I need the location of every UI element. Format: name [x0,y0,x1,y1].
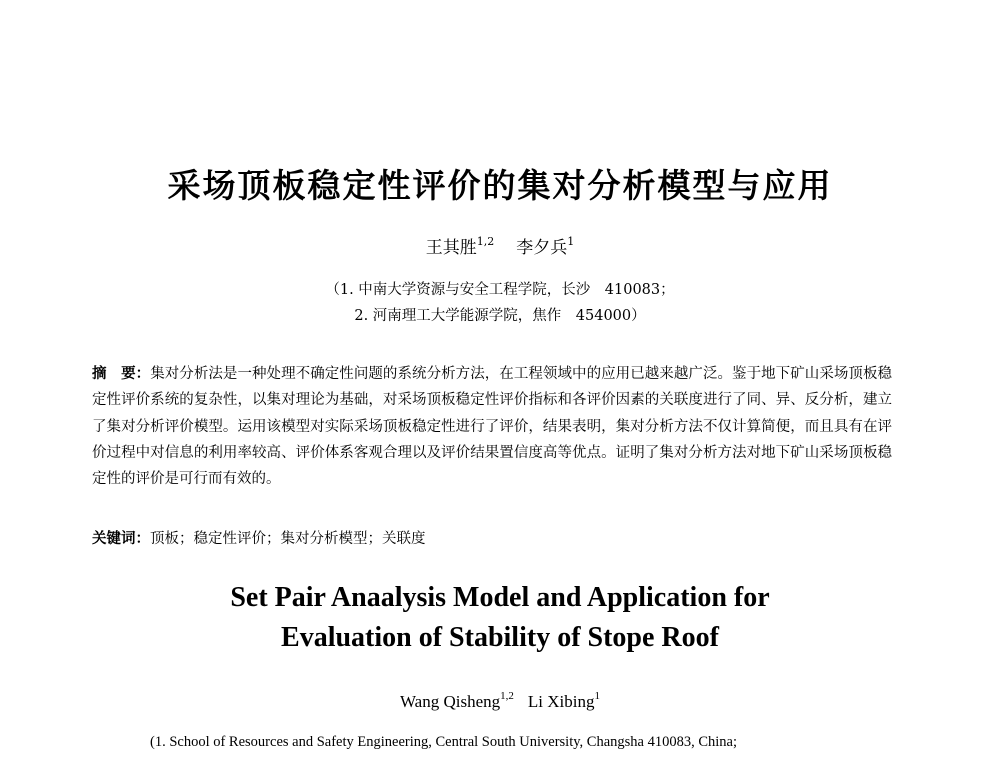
paper-title-en-line-1: Set Pair Anaalysis Model and Application for [230,582,770,613]
abstract-text: 集对分析法是一种处理不确定性问题的系统分析方法，在工程领域中的应用已越来越广泛。鉴于地下矿山采场顶板稳定性评价系统的复杂性，以集对理论为基础，对采场顶板稳定性评价指标和各评价因素的关联度进行了同、异、反分析，建立了集对分析评价模型。运用该模型对实际采场顶板稳定性进行了评价，结果表明，集对分析方法不仅计算简便，而且具有在评价过程中对信息的利用率较高、评价体系客观合理以及评价结果置信度高等优点。证明了集对分析方法对地下矿山采场顶板稳定性的评价是可行而有效的。 [92,366,892,488]
author-cn-1: 王其胜$^{1,2}$ [425,235,495,258]
keywords-text: 顶板；稳定性评价；集对分析模型；关联度 [150,531,426,547]
author-en-1: Wang Qisheng$^{1,2}$ [400,690,514,711]
keywords-label: 关键词： [92,530,150,547]
keywords-cn [92,527,892,548]
affiliation-cn-1: （1. 中南大学资源与安全工程学院，长沙 410083； [325,282,675,298]
abstract-cn [92,361,892,492]
paper-title-en-line-2: Evaluation of Stability of Stope Roof [281,622,719,653]
authors-en [0,692,1000,712]
abstract-label: 摘 要： [92,365,151,382]
affiliation-cn-2: 2. 河南理工大学能源学院，焦作 454000） [354,308,646,324]
paper-title-cn: 采场顶板稳定性评价的集对分析模型与应用 [167,166,833,205]
author-cn-2: 李夕兵$^1$ [516,235,575,258]
author-en-2: Li Xibing$^1$ [527,690,600,711]
authors-cn [0,233,1000,258]
affiliation-en-1: (1. School of Resources and Safety Engineering, Central South University, Changsha 410083, China; [150,734,738,750]
